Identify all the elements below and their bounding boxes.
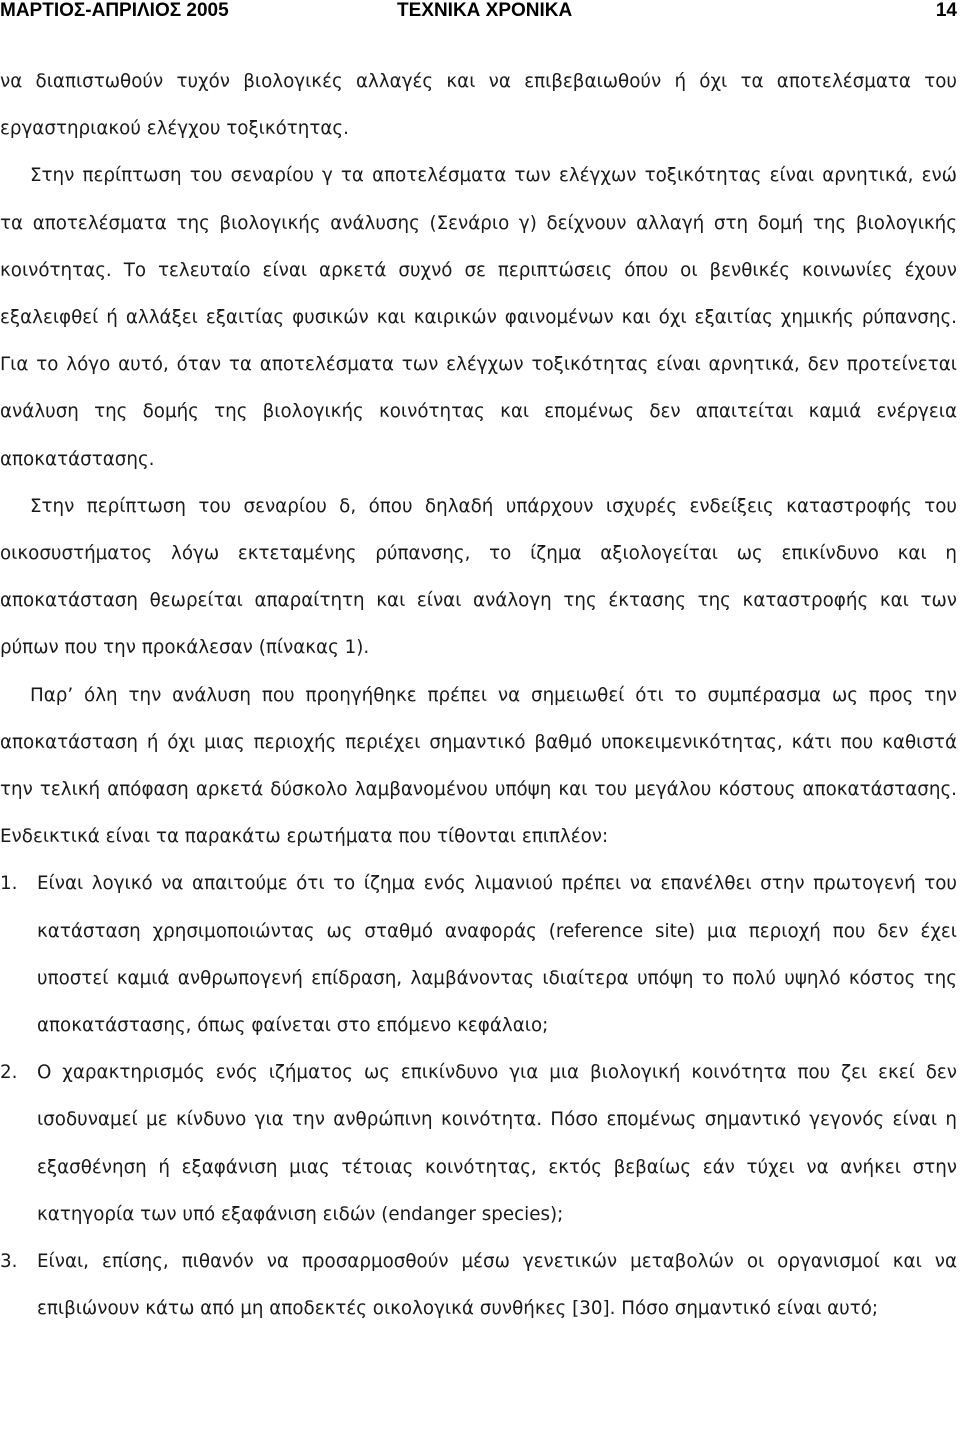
paragraph-scenario-d: Στην περίπτωση του σεναρίου δ, όπου δηλαδή υπάρχουν ισχυρές ενδείξεις καταστροφής του οικοσυστήματος λόγω εκτεταμένης ρύπανσης, το ίζημα αξιολογείται ως επικίνδυνο και η αποκατάσταση θεωρείται απαραίτητη και είναι ανάλογη της έκτασης της καταστροφής και των ρύπων που την προκάλεσαν (πίνακας 1). — [0, 495, 957, 659]
paragraph-continuation: να διαπιστωθούν τυχόν βιολογικές αλλαγές και να επιβεβαιωθούν ή όχι τα αποτελέσματα του εργαστηριακού ελέγχου τοξικότητας. — [0, 71, 957, 140]
list-item-number: 2. — [0, 1062, 18, 1084]
list-item — [0, 1049, 957, 1238]
list-item-text: Είναι λογικό να απαιτούμε ότι το ίζημα ενός λιμανιού πρέπει να επανέλθει στην πρωτογενή του κατάσταση χρησιμοποιώντας ως σταθμό αναφοράς (reference site) μια περιοχή που δεν έχει υποστεί καμιά ανθρωπογενή επίδραση, λαμβάνοντας ιδιαίτερα υπόψη το πολύ υψηλό κόστος της αποκατάστασης, όπως φαίνεται στο επόμενο κεφάλαιο; — [37, 873, 957, 1037]
list-item — [0, 1238, 957, 1332]
list-item-text: Ο χαρακτηρισμός ενός ιζήματος ως επικίνδυνο για μια βιολογική κοινότητα που ζει εκεί δεν ισοδυναμεί με κίνδυνο για την ανθρώπινη κοινότητα. Πόσο επομένως σημαντικό γεγονός είναι η εξασθένηση ή εξαφάνιση μιας τέτοιας κοινότητας, εκτός βεβαίως εάν τύχει να ανήκει στην κατηγορία των υπό εξαφάνιση ειδών (endanger species); — [37, 1062, 957, 1225]
list-item-text: Είναι, επίσης, πιθανόν να προσαρμοσθούν μέσω γενετικών μεταβολών οι οργανισμοί και να επιβιώνουν κάτω από μη αποδεκτές οικολογικά συνθήκες [30]. Πόσο σημαντικό είναι αυτό; — [37, 1251, 957, 1320]
list-item-number: 3. — [0, 1251, 18, 1273]
article-body — [0, 58, 957, 1332]
journal-title: ΤΕΧΝΙΚΑ ΧΡΟΝΙΚΑ — [397, 0, 573, 21]
questions-list — [0, 860, 957, 1332]
list-item-number: 1. — [0, 873, 18, 895]
paragraph-scenario-c: Στην περίπτωση του σεναρίου γ τα αποτελέσματα των ελέγχων τοξικότητας είναι αρνητικά, ενώ τα αποτελέσματα της βιολογικής ανάλυσης (Σενάριο γ) δείχνουν αλλαγή στη δομή της βιολογικής κοινότητας. Το τελευταίο είναι αρκετά συχνό σε περιπτώσεις όπου οι βενθικές κοινωνίες έχουν εξαλειφθεί ή αλλάξει εξαιτίας φυσικών και καιρικών φαινομένων και όχι εξαιτίας χημικής ρύπανσης. Για το λόγο αυτό, όταν τα αποτελέσματα των ελέγχων τοξικότητας είναι αρνητικά, δεν προτείνεται ανάλυση της δομής της βιολογικής κοινότητας και επομένως δεν απαιτείται καμιά ενέργεια αποκατάστασης. — [0, 165, 957, 470]
issue-date: ΜΑΡΤΙΟΣ-ΑΠΡΙΛΙΟΣ 2005 — [0, 0, 229, 21]
page-number: 14 — [935, 0, 957, 21]
paragraph-subjectivity: Παρ’ όλη την ανάλυση που προηγήθηκε πρέπει να σημειωθεί ότι το συμπέρασμα ως προς την αποκατάσταση ή όχι μιας περιοχής περιέχει σημαντικό βαθμό υποκειμενικότητας, κάτι που καθιστά την τελική απόφαση αρκετά δύσκολο λαμβανομένου υπόψη και του μεγάλου κόστους αποκατάστασης. Ενδεικτικά είναι τα παρακάτω ερωτήματα που τίθονται επιπλέον: — [0, 684, 957, 848]
running-header — [0, 0, 960, 26]
list-item — [0, 860, 957, 1049]
